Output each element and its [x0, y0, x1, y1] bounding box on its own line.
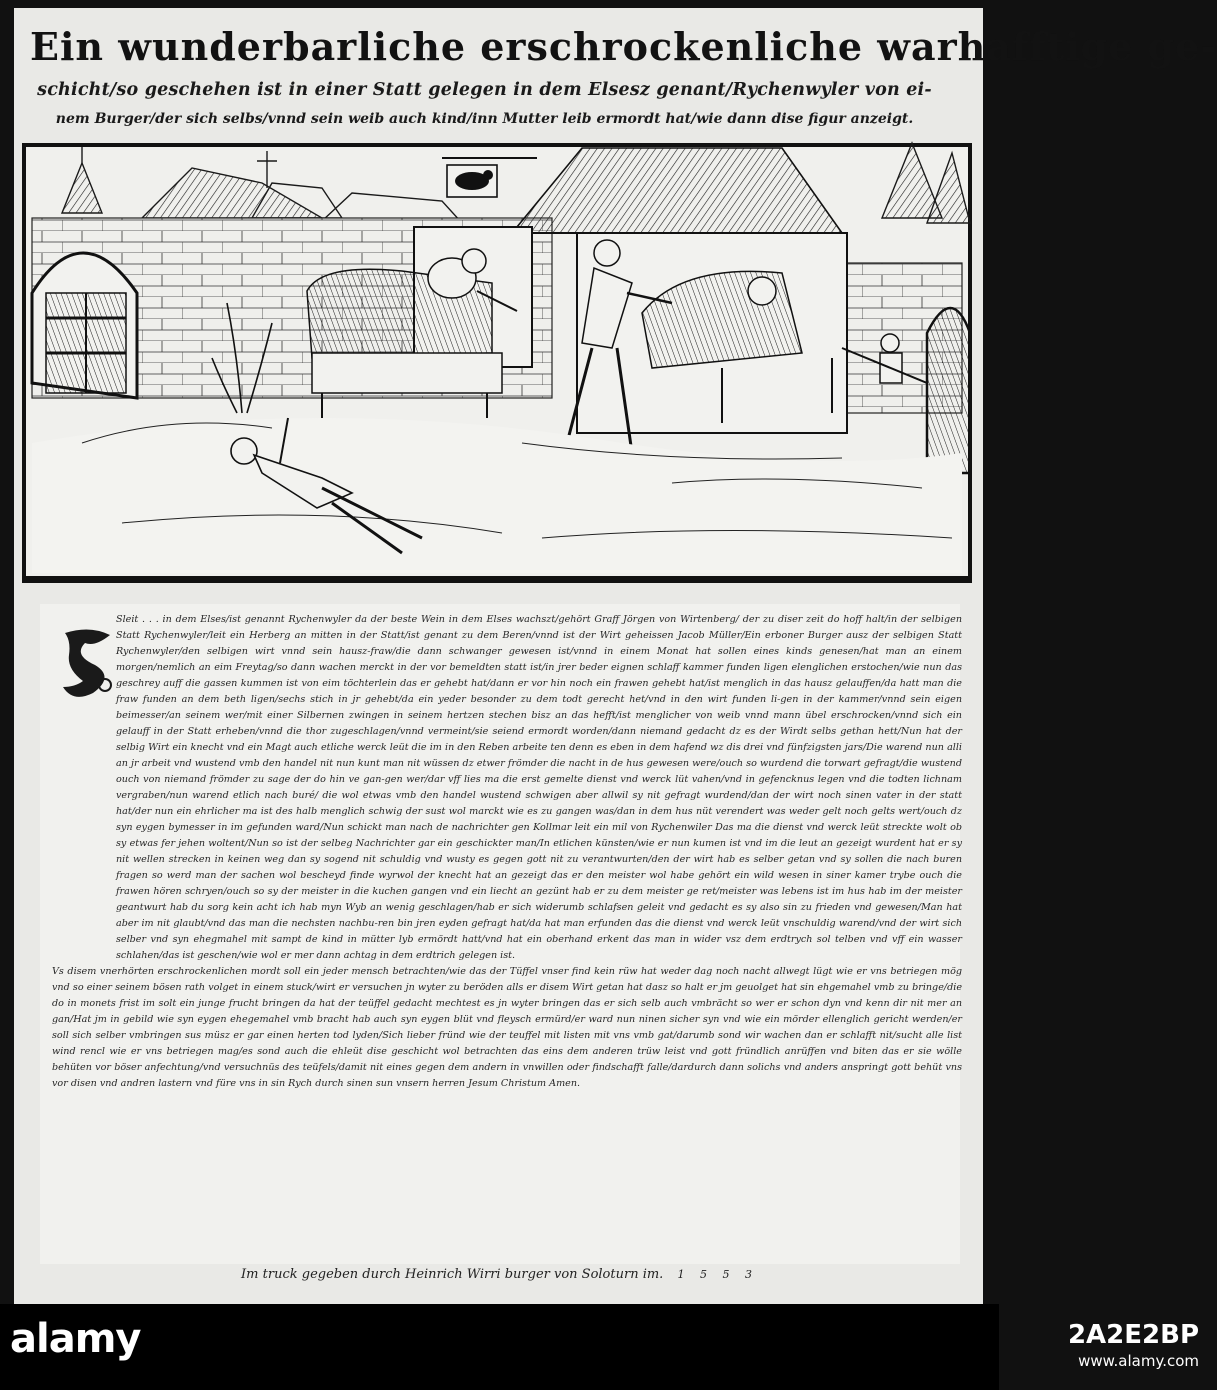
town-gate-left	[32, 253, 137, 398]
alamy-logo: alamy	[10, 1316, 141, 1362]
watermark-band	[0, 1304, 999, 1390]
image-id: 2A2E2BP	[1067, 1320, 1199, 1350]
broadsheet-title: Ein wunderbarliche erschrockenliche warhafftige ge-	[30, 24, 1217, 69]
woodcut-scene	[22, 143, 972, 583]
imprint-text: Im truck gegeben durch Heinrich Wirri burger von Soloturn im.	[241, 1267, 664, 1282]
broadsheet-subtitle-line-1: schicht/so geschehen ist in einer Statt gelegen in dem Elsesz genant/Rychenwyler von ei-	[37, 80, 932, 100]
town-gate-right	[927, 308, 970, 473]
body-paragraph: Vs disem vnerhörten erschrockenlichen mordt soll ein jeder mensch betrachten/wie das der Tüffel vnser find kein rüw hat weder dag noch nacht allwegt lügt wie er vns betriegen mög vnd so einer seinem bösen rath volget in einem stuck/wirt er versuchen jn wyter zu beröden alls er disem Wirt getan hat dasz so halt er jm geuolget hat sin ehgemahel vmb zu bringe/die do in monets frist im solt ein junge frucht bringen da hat der teüffel gedacht mechtest es jn wyter bringen das er sich selb auch vmbrächt so wer er schon dyn vnd kenn dir nit mer an gan/Hat jm in gebild wie syn eygen ehegemahel vmb bracht hab auch syn eygen blüt vnd fleysch ermürd/er ward nun ninen sicher syn vnd wie ein mörder ellenglich gericht werden/er soll sich selber vmbringen sus müsz er gar einen herten tod lyden/Sich lieber fründ wie der teuffel mit listen mit vns vmb gat/darumb sond wir wachen dan er schlafft nit/sucht alle list wind rencl wie er vns betriegen mag/es sond auch die ehleüt dise geschicht wol betrachten das eins dem anderen trüw leist vnd gott fründlich anrüffen vnd biten das er sie wölle behüten vor böser anfechtung/vnd versuchnüs des teüfels/damit nit eines gegen dem andern in vnwillen oder findschafft falle/dardurch dann solichs vnd anders anspringt gott behüt vns vor disen vnd andren lastern vnd füre vns in sin Rych durch sinen sun vnsern herren Jesum Christum Amen.	[52, 966, 962, 1089]
body-paragraph: Sleit . . . in dem Elses/ist genannt Rychenwyler da der beste Wein in dem Elses wachszt/gehört Graff Jörgen von Wirtenberg/ der zu diser zeit do hoff halt/in der selbigen Statt Rychenwyler/leit ein Herberg an mitten in der Statt/ist genant zu dem Beren/vnnd ist der Wirt geheissen Jacob Müller/Ein erboner Burger ausz der selbigen Statt Rychenwyler/den selbigen wirt vnnd sein hausz-fraw/die dann schwanger gewesen ist/vnnd in einem Monat hat sollen eines kinds genesen/hat man an einem morgen/nemlich an eim Freytag/so dann wachen merckt in der vor bemeldten statt ist/in jrer beder eignen schlaff kammer funden ligen elenglichen erstochen/wie nun das geschrey auff die gassen kummen ist von eim töchterlein das er gehebt hat/dann er vor hin noch ein frawen gehebt hat/ist menglich in das hausz gelauffen/da hatt man die fraw funden an dem beth ligen/sechs stich in jr gehebt/da ein yeder besonder zu dem todt gerecht het/vnd in den wirt funden li-gen in der kammer/vnnd sein eigen beimesser/an seinem wer/mit einer Silbernen zwingen in seinem hertzen stechen bisz an das hefft/ist menglicher von weib vnnd mann übel erschrocken/vnnd sich ein gelauff in der Statt erheben/vnnd die thor zugeschlagen/vnnd vermeint/sie seiend ermordt worden/dann niemand gedacht dz es der Wirdt selbs gethan hett/Nun hat der selbig Wirt ein knecht vnd ein Magt auch etliche werck leüt die im in den Reben arbeite ten denn es eben in dem hafend wz dis drei vnd fünfzigsten jars/Die warend nun alli an jr arbeit vnd wustend vmb den handel nit nun kunt man nit wüssen dz etwer frömder die nacht in de hus gewesen were/ouch so wurdend die torwart gefragt/die wustend ouch von niemand frömder zu sage der do hin ve gan-gen wer/dar vff lies ma die erst gemelte dienst vnd werck lüt vahen/vnd in gefencknus legen vnd die todten lichnam vergraben/nun warend etlich nach buré/ die wol etwas vmb den handel wustend schwigen aber allwil sy nit gefragt wurdend/dan der wirt noch sinen vater in der statt hat/der nun ein ehrlicher ma ist des halb menglich schwig der sust wol marckt wie es zu gangen was/dan in dem hus nüt verendert was weder gelt noch gelts wert/ouch dz syn eygen bymesser in im gefunden ward/Nun schickt man nach de nachrichter gen Kollmar leit ein mil von Rychenwiler Das ma die dienst vnd werck leüt streckte wolt ob sy etwas fer jehen woltent/Nun so ist der selbeg Nachrichter gar ein geschickter man/In etlichen künsten/wie er nun kumen ist vnd im die leut an gezeigt wurdent hat er sy nit wellen strecken in keinen weg dan sy sogend nit schuldig vnd wusty es gegen gott nit zu verantwurten/den der wirt hab es selber getan vnd sy sollen die nach buren fragen so werd man der sachen wol bescheyd finde wyrwol der knecht hat an gezeigt das er den meister wol habe gehört ein wild wesen in siner kamer trybe ouch die frawen hören schryen/ouch so sy der meister in die kuchen gangen vnd ein liecht an gezünt hab er zu dem meister ge ret/meister was lebens ist im hus hab im der meister geantwurt hab du sorg kein acht ich hab myn Wyb an wenig geschlagen/hab er sich widerumb schlafsen geleit vnd gedacht es sy also sin zu frieden vnd gewesen/Man hat aber im nit glaubt/vnd das man die nechsten nachbu-ren bin jren eyden gefragt hat/da hat man erfunden das die dienst vnd werck leüt vnschuldig warend/vnd der wirt sich selber vnd syn ehegmahel mit sampt de kind in mütter lyb ermördt hatt/vnd hat ein oberhand erkent das man in wider vsz dem erdtrych sol telben vnd vff ein wasser schlahen/das ist geschen/wie wol er mer dann achtag in dem erdtrich gelegen ist.	[116, 614, 962, 961]
broadsheet-body	[52, 612, 962, 1252]
image-credit	[1068, 1320, 1199, 1370]
site-url: www.alamy.com	[1078, 1352, 1199, 1370]
broadsheet-subtitle-line-2: nem Burger/der sich selbs/vnnd sein weib auch kind/inn Mutter leib ermordt hat/wie dann dise figur anzeigt.	[55, 111, 914, 127]
bedchamber-right	[567, 233, 847, 453]
woodcut-illustration	[22, 143, 972, 583]
imprint-year: 1 5 5 3	[677, 1268, 758, 1281]
printer-imprint	[0, 1267, 999, 1282]
